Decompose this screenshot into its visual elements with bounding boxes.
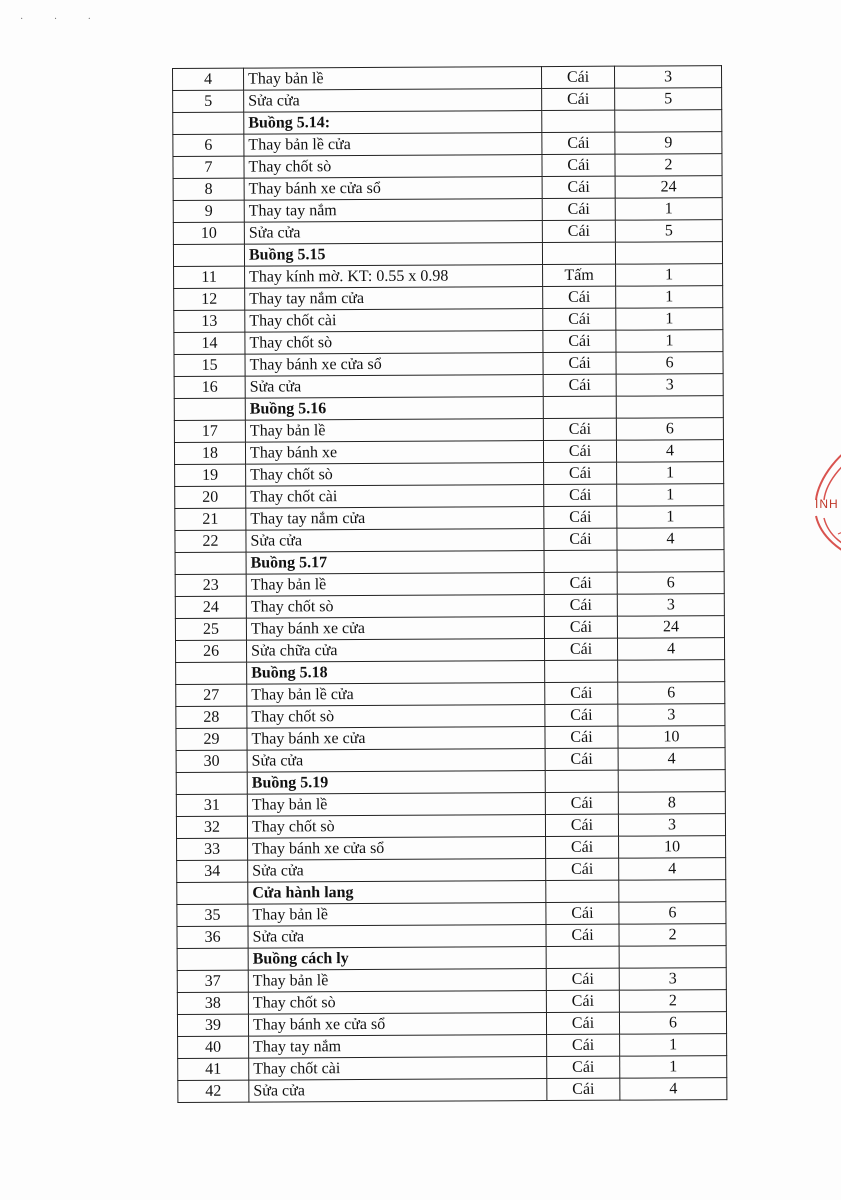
row-number: 21 bbox=[175, 508, 246, 530]
row-number: 40 bbox=[178, 1036, 249, 1058]
row-number: 25 bbox=[175, 618, 246, 640]
item-unit: Tấm bbox=[543, 264, 616, 286]
item-quantity: 1 bbox=[617, 484, 724, 507]
item-unit: Cái bbox=[545, 814, 618, 836]
table-row bbox=[175, 638, 724, 663]
row-number: 27 bbox=[176, 684, 247, 706]
row-number: 26 bbox=[175, 640, 246, 662]
table-row bbox=[173, 220, 722, 245]
item-unit: Cái bbox=[544, 462, 617, 484]
item-name: Thay chốt sò bbox=[247, 815, 545, 839]
item-name: Sửa cửa bbox=[248, 925, 546, 949]
row-number bbox=[175, 552, 246, 574]
table-row bbox=[177, 902, 726, 927]
table-row bbox=[175, 616, 724, 641]
item-name: Cửa hành lang bbox=[248, 881, 546, 905]
item-quantity bbox=[615, 110, 722, 133]
table-row bbox=[177, 858, 726, 883]
item-quantity bbox=[617, 550, 724, 573]
item-quantity: 1 bbox=[616, 330, 723, 353]
item-quantity: 10 bbox=[619, 836, 726, 859]
row-number: 18 bbox=[174, 442, 245, 464]
item-quantity: 4 bbox=[617, 638, 724, 661]
item-unit: Cái bbox=[543, 308, 616, 330]
item-unit bbox=[546, 880, 619, 902]
table-row bbox=[175, 462, 724, 487]
table-row bbox=[175, 572, 724, 597]
item-quantity bbox=[618, 770, 725, 793]
item-name: Thay chốt cài bbox=[246, 485, 544, 509]
row-number: 20 bbox=[175, 486, 246, 508]
section-header-row bbox=[174, 396, 723, 421]
table-row bbox=[177, 990, 726, 1015]
item-unit bbox=[544, 550, 617, 572]
item-name: Buồng 5.14: bbox=[244, 111, 542, 135]
item-quantity: 4 bbox=[616, 440, 723, 463]
table-row bbox=[174, 286, 723, 311]
table-row bbox=[174, 330, 723, 355]
item-unit: Cái bbox=[544, 638, 617, 660]
item-unit: Cái bbox=[545, 748, 618, 770]
table-row bbox=[176, 792, 725, 817]
table-row bbox=[176, 704, 725, 729]
item-quantity: 1 bbox=[616, 286, 723, 309]
table-row bbox=[176, 682, 725, 707]
item-quantity: 4 bbox=[617, 528, 724, 551]
row-number: 35 bbox=[177, 904, 248, 926]
section-header-row bbox=[176, 770, 725, 795]
item-name: Thay chốt sò bbox=[246, 595, 544, 619]
item-name: Thay bản lề bbox=[245, 419, 543, 443]
item-name: Thay bánh xe cửa sổ bbox=[248, 1013, 546, 1037]
item-quantity: 1 bbox=[620, 1056, 727, 1079]
section-header-row bbox=[176, 660, 725, 685]
row-number: 36 bbox=[177, 926, 248, 948]
table-row bbox=[177, 1012, 726, 1037]
table-row bbox=[174, 264, 723, 289]
item-unit: Cái bbox=[544, 484, 617, 506]
item-unit: Cái bbox=[546, 1012, 619, 1034]
item-quantity: 2 bbox=[615, 154, 722, 177]
item-name: Thay tay nắm cửa bbox=[246, 507, 544, 531]
table-row bbox=[173, 154, 722, 179]
stamp-text: INH bbox=[815, 497, 839, 511]
item-quantity bbox=[618, 660, 725, 683]
table-row bbox=[174, 352, 723, 377]
item-quantity: 2 bbox=[619, 990, 726, 1013]
item-quantity bbox=[615, 242, 722, 265]
table-row bbox=[176, 726, 725, 751]
item-quantity: 8 bbox=[618, 792, 725, 815]
item-unit: Cái bbox=[542, 176, 615, 198]
row-number: 10 bbox=[173, 222, 244, 244]
table-row bbox=[173, 88, 722, 113]
row-number: 34 bbox=[177, 860, 248, 882]
item-unit: Cái bbox=[542, 154, 615, 176]
row-number bbox=[176, 662, 247, 684]
item-name: Thay tay nắm bbox=[249, 1035, 547, 1059]
item-name: Sửa chữa cửa bbox=[246, 639, 544, 663]
row-number bbox=[173, 112, 244, 134]
item-unit: Cái bbox=[543, 374, 616, 396]
item-quantity: 4 bbox=[619, 858, 726, 881]
item-unit: Cái bbox=[541, 66, 614, 88]
table-row bbox=[177, 836, 726, 861]
item-unit: Cái bbox=[546, 902, 619, 924]
item-quantity: 1 bbox=[617, 506, 724, 529]
row-number: 39 bbox=[177, 1014, 248, 1036]
row-number bbox=[176, 772, 247, 794]
item-name: Thay bánh xe cửa bbox=[246, 617, 544, 641]
item-unit: Cái bbox=[543, 286, 616, 308]
item-unit: Cái bbox=[543, 418, 616, 440]
item-quantity: 24 bbox=[617, 616, 724, 639]
row-number: 6 bbox=[173, 134, 244, 156]
item-name: Buồng cách ly bbox=[248, 947, 546, 971]
item-unit: Cái bbox=[542, 198, 615, 220]
item-name: Sửa cửa bbox=[244, 89, 542, 113]
item-unit: Cái bbox=[546, 836, 619, 858]
item-unit: Cái bbox=[545, 726, 618, 748]
item-quantity: 4 bbox=[620, 1078, 727, 1101]
item-quantity: 3 bbox=[616, 374, 723, 397]
table-row bbox=[178, 1078, 727, 1103]
item-quantity: 24 bbox=[615, 176, 722, 199]
item-name: Thay bánh xe cửa sổ bbox=[248, 837, 546, 861]
row-number: 8 bbox=[173, 178, 244, 200]
item-quantity bbox=[619, 880, 726, 903]
item-unit bbox=[546, 946, 619, 968]
section-header-row bbox=[177, 880, 726, 905]
item-name: Thay bánh xe bbox=[245, 441, 543, 465]
item-quantity: 1 bbox=[616, 308, 723, 331]
item-name: Thay bánh xe cửa bbox=[247, 727, 545, 751]
item-name: Buồng 5.18 bbox=[247, 661, 545, 685]
item-name: Sửa cửa bbox=[249, 1079, 547, 1103]
table-row bbox=[175, 506, 724, 531]
row-number: 15 bbox=[174, 354, 245, 376]
row-number: 14 bbox=[174, 332, 245, 354]
row-number bbox=[177, 882, 248, 904]
table-row bbox=[174, 374, 723, 399]
item-unit: Cái bbox=[542, 220, 615, 242]
item-unit: Cái bbox=[545, 792, 618, 814]
item-quantity: 6 bbox=[618, 682, 725, 705]
table-row bbox=[173, 132, 722, 157]
item-name: Buồng 5.19 bbox=[247, 771, 545, 795]
item-unit: Cái bbox=[547, 1056, 620, 1078]
item-unit: Cái bbox=[545, 682, 618, 704]
item-quantity: 1 bbox=[617, 462, 724, 485]
table-row bbox=[176, 814, 725, 839]
item-name: Thay bản lề bbox=[246, 573, 544, 597]
item-quantity: 9 bbox=[615, 132, 722, 155]
item-name: Sửa cửa bbox=[245, 375, 543, 399]
row-number: 32 bbox=[176, 816, 247, 838]
item-quantity: 5 bbox=[615, 88, 722, 111]
row-number: 30 bbox=[176, 750, 247, 772]
item-quantity: 3 bbox=[618, 814, 725, 837]
item-unit bbox=[542, 110, 615, 132]
row-number: 17 bbox=[174, 420, 245, 442]
table-row bbox=[177, 968, 726, 993]
item-quantity bbox=[616, 396, 723, 419]
item-name: Thay chốt sò bbox=[246, 463, 544, 487]
item-quantity: 1 bbox=[616, 264, 723, 287]
item-unit: Cái bbox=[546, 990, 619, 1012]
item-quantity: 6 bbox=[619, 1012, 726, 1035]
row-number: 12 bbox=[174, 288, 245, 310]
item-name: Thay tay nắm cửa bbox=[245, 287, 543, 311]
section-header-row bbox=[173, 110, 722, 135]
item-quantity: 3 bbox=[618, 704, 725, 727]
item-unit: Cái bbox=[547, 1034, 620, 1056]
row-number: 28 bbox=[176, 706, 247, 728]
item-quantity: 2 bbox=[619, 924, 726, 947]
item-quantity: 3 bbox=[619, 968, 726, 991]
item-name: Thay chốt cài bbox=[249, 1057, 547, 1081]
table-body bbox=[173, 66, 727, 1103]
item-name: Thay bánh xe cửa sổ bbox=[245, 353, 543, 377]
item-unit: Cái bbox=[546, 968, 619, 990]
item-unit: Cái bbox=[542, 88, 615, 110]
item-name: Thay bản lề bbox=[244, 67, 542, 91]
table-row bbox=[173, 198, 722, 223]
item-unit: Cái bbox=[547, 1078, 620, 1100]
row-number: 31 bbox=[176, 794, 247, 816]
item-name: Thay bản lề cửa bbox=[247, 683, 545, 707]
row-number: 11 bbox=[174, 266, 245, 288]
item-quantity: 1 bbox=[615, 198, 722, 221]
item-unit bbox=[545, 660, 618, 682]
item-unit: Cái bbox=[545, 704, 618, 726]
item-quantity: 10 bbox=[618, 726, 725, 749]
item-name: Sửa cửa bbox=[246, 529, 544, 553]
item-quantity: 6 bbox=[616, 352, 723, 375]
item-unit: Cái bbox=[543, 352, 616, 374]
row-number: 19 bbox=[175, 464, 246, 486]
item-unit bbox=[545, 770, 618, 792]
row-number: 7 bbox=[173, 156, 244, 178]
item-name: Buồng 5.16 bbox=[245, 397, 543, 421]
item-unit: Cái bbox=[546, 858, 619, 880]
item-name: Thay bánh xe cửa sổ bbox=[244, 177, 542, 201]
section-header-row bbox=[175, 550, 724, 575]
item-name: Thay tay nắm bbox=[244, 199, 542, 223]
item-name: Thay bản lề cửa bbox=[244, 133, 542, 157]
item-name: Thay kính mờ. KT: 0.55 x 0.98 bbox=[245, 265, 543, 289]
table-row bbox=[178, 1056, 727, 1081]
item-unit: Cái bbox=[543, 330, 616, 352]
row-number bbox=[173, 244, 244, 266]
table-row bbox=[174, 308, 723, 333]
item-name: Thay chốt sò bbox=[245, 331, 543, 355]
row-number: 23 bbox=[175, 574, 246, 596]
item-quantity: 6 bbox=[619, 902, 726, 925]
item-quantity bbox=[619, 946, 726, 969]
item-unit: Cái bbox=[544, 594, 617, 616]
row-number: 4 bbox=[173, 68, 244, 90]
item-quantity: 6 bbox=[617, 572, 724, 595]
row-number: 13 bbox=[174, 310, 245, 332]
row-number: 33 bbox=[177, 838, 248, 860]
item-unit bbox=[543, 396, 616, 418]
table-row bbox=[175, 594, 724, 619]
table-row bbox=[173, 66, 722, 91]
item-unit: Cái bbox=[543, 440, 616, 462]
row-number: 38 bbox=[177, 992, 248, 1014]
table-row bbox=[173, 176, 722, 201]
item-quantity: 3 bbox=[614, 66, 721, 89]
item-name: Thay bản lề bbox=[247, 793, 545, 817]
table-row bbox=[174, 418, 723, 443]
table-row bbox=[178, 1034, 727, 1059]
table-row bbox=[175, 484, 724, 509]
item-unit: Cái bbox=[544, 616, 617, 638]
row-number: 37 bbox=[177, 970, 248, 992]
row-number: 42 bbox=[178, 1080, 249, 1102]
item-name: Thay chốt sò bbox=[248, 991, 546, 1015]
item-name: Sửa cửa bbox=[244, 221, 542, 245]
row-number: 5 bbox=[173, 90, 244, 112]
item-unit: Cái bbox=[544, 572, 617, 594]
item-quantity: 3 bbox=[617, 594, 724, 617]
item-name: Sửa cửa bbox=[247, 749, 545, 773]
item-name: Thay chốt cài bbox=[245, 309, 543, 333]
item-name: Thay chốt sò bbox=[247, 705, 545, 729]
row-number: 24 bbox=[175, 596, 246, 618]
item-unit: Cái bbox=[546, 924, 619, 946]
item-quantity: 4 bbox=[618, 748, 725, 771]
item-unit bbox=[542, 242, 615, 264]
item-name: Buồng 5.15 bbox=[244, 243, 542, 267]
item-quantity: 5 bbox=[615, 220, 722, 243]
row-number: 16 bbox=[174, 376, 245, 398]
item-unit: Cái bbox=[544, 528, 617, 550]
item-unit: Cái bbox=[544, 506, 617, 528]
table-row bbox=[175, 528, 724, 553]
items-table bbox=[172, 65, 727, 1103]
item-name: Thay chốt sò bbox=[244, 155, 542, 179]
row-number bbox=[177, 948, 248, 970]
section-header-row bbox=[177, 946, 726, 971]
row-number: 41 bbox=[178, 1058, 249, 1080]
row-number bbox=[174, 398, 245, 420]
item-name: Buồng 5.17 bbox=[246, 551, 544, 575]
item-name: Sửa cửa bbox=[248, 859, 546, 883]
item-name: Thay bản lề bbox=[248, 903, 546, 927]
section-header-row bbox=[173, 242, 722, 267]
table-row bbox=[176, 748, 725, 773]
item-unit: Cái bbox=[542, 132, 615, 154]
row-number: 22 bbox=[175, 530, 246, 552]
table-row bbox=[177, 924, 726, 949]
item-name: Thay bản lề bbox=[248, 969, 546, 993]
table-row bbox=[174, 440, 723, 465]
scan-specks: · · · bbox=[20, 14, 105, 25]
row-number: 29 bbox=[176, 728, 247, 750]
item-quantity: 1 bbox=[620, 1034, 727, 1057]
item-quantity: 6 bbox=[616, 418, 723, 441]
row-number: 9 bbox=[173, 200, 244, 222]
